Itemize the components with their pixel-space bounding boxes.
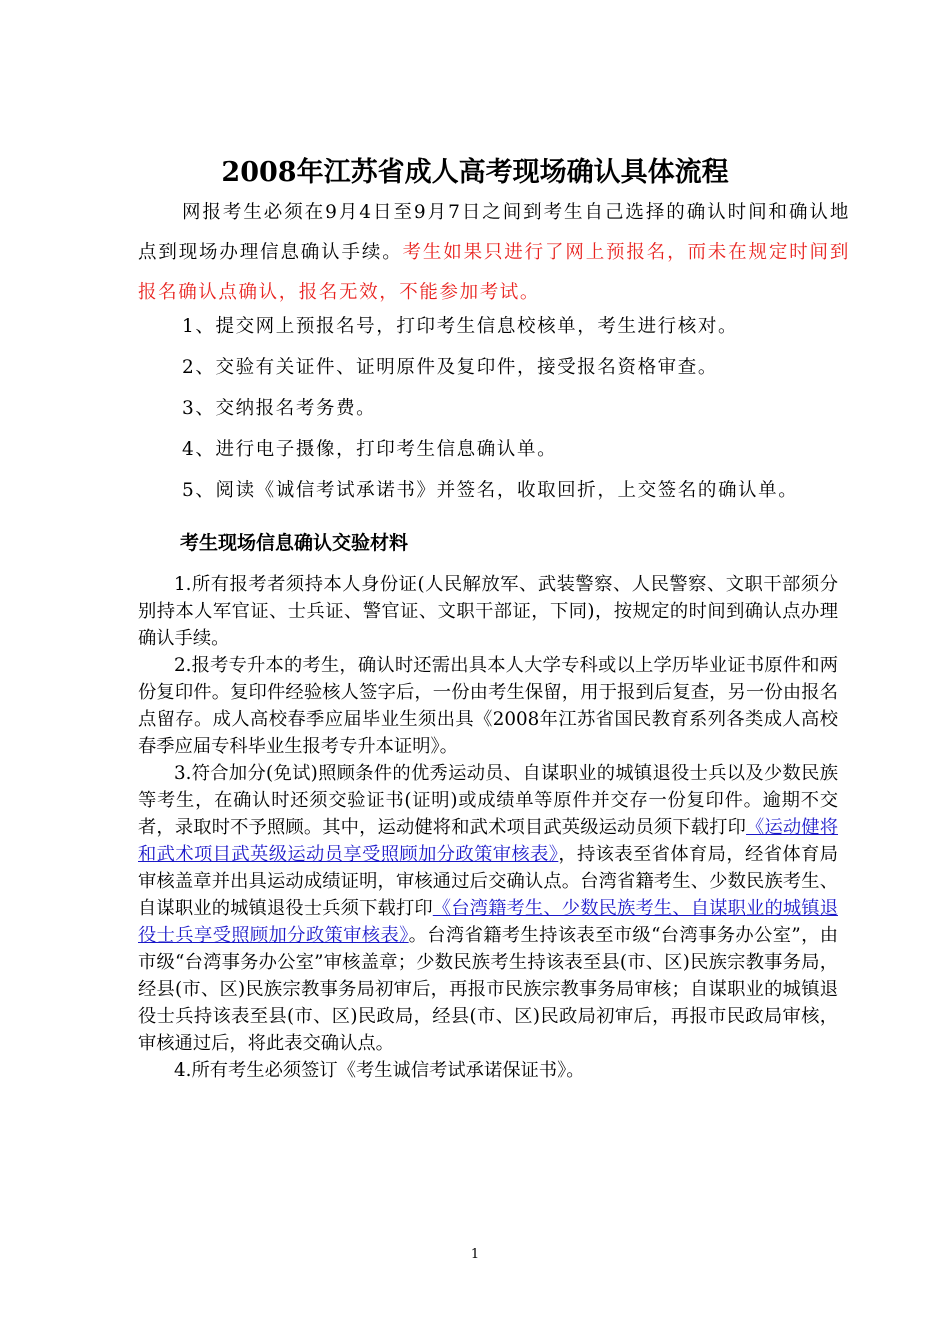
step-item: 3、交纳报名考务费。 <box>182 398 377 419</box>
step-item: 5、阅读《诚信考试承诺书》并签名，收取回折，上交签名的确认单。 <box>182 480 799 501</box>
material-item-3-text: 3.符合加分(免试)照顾条件的优秀运动员、自谋职业的城镇退役士兵以及少数民族等考生，在确认时还须交验证书(证明)或成绩单等原件并交存一份复印件。逾期不交者，录取时不予照顾。其中，运动健将和武术项目武英级运动员须下载打印 <box>138 763 838 838</box>
step-item: 2、交验有关证件、证明原件及复印件，接受报名资格审查。 <box>182 357 718 378</box>
materials-section <box>138 571 838 1084</box>
material-item-1: 1.所有报考者须持本人身份证(人民解放军、武装警察、人民警察、文职干部须分别持本人军官证、士兵证、警官证、文职干部证，下同)，按规定的时间到确认点办理确认手续。 <box>138 574 838 649</box>
page-title: 2008年江苏省成人高考现场确认具体流程 <box>221 157 729 188</box>
taiwan-minority-form-link[interactable]: 《台湾籍考生、少数民族考生、自谋职业的城镇退役士兵享受照顾加分政策审核表》 <box>138 898 838 946</box>
intro-text: 网报考生必须在9月4日至9月7日之间到考生自己选择的确认时间和确认地点到现场办理信息确认手续。 <box>138 202 850 263</box>
steps-list <box>182 306 862 511</box>
material-item-3 <box>138 760 838 1057</box>
materials-heading: 考生现场信息确认交验材料 <box>180 532 409 554</box>
intro-warning: 考生如果只进行了网上预报名，而未在规定时间到报名确认点确认，报名无效，不能参加考试。 <box>138 242 850 303</box>
sports-form-link[interactable]: 《运动健将和武术项目武英级运动员享受照顾加分政策审核表》 <box>138 817 839 865</box>
page-number: 1 <box>470 1247 480 1262</box>
step-item: 4、进行电子摄像，打印考生信息确认单。 <box>182 439 558 460</box>
material-item-4: 4.所有考生必须签订《考生诚信考试承诺保证书》。 <box>174 1060 585 1081</box>
material-item-3-text: ，持该表至省体育局，经省体育局审核盖章并出具运动成绩证明，审核通过后交确认点。台湾省籍考生、少数民族考生、自谋职业的城镇退役士兵须下载打印 <box>138 844 838 919</box>
material-item-3-text: 。台湾省籍考生持该表至市级“台湾事务办公室”，由市级“台湾事务办公室”审核盖章；少数民族考生持该表至县(市、区)民族宗教事务局，经县(市、区)民族宗教事务局初审后，再报市民族宗教事务局审核；自谋职业的城镇退役士兵持该表至县(市、区)民政局，经县(市、区)民政局初审后，再报市民政局审核，审核通过后，将此表交确认点。 <box>138 925 838 1054</box>
material-item-2: 2.报考专升本的考生，确认时还需出具本人大学专科或以上学历毕业证书原件和两份复印件。复印件经验核人签字后，一份由考生保留，用于报到后复查，另一份由报名点留存。成人高校春季应届毕业生须出具《2008年江苏省国民教育系列各类成人高校春季应届专科毕业生报考专升本证明》。 <box>138 655 838 757</box>
intro-paragraph <box>138 193 850 313</box>
step-item: 1、提交网上预报名号，打印考生信息校核单，考生进行核对。 <box>182 316 739 337</box>
